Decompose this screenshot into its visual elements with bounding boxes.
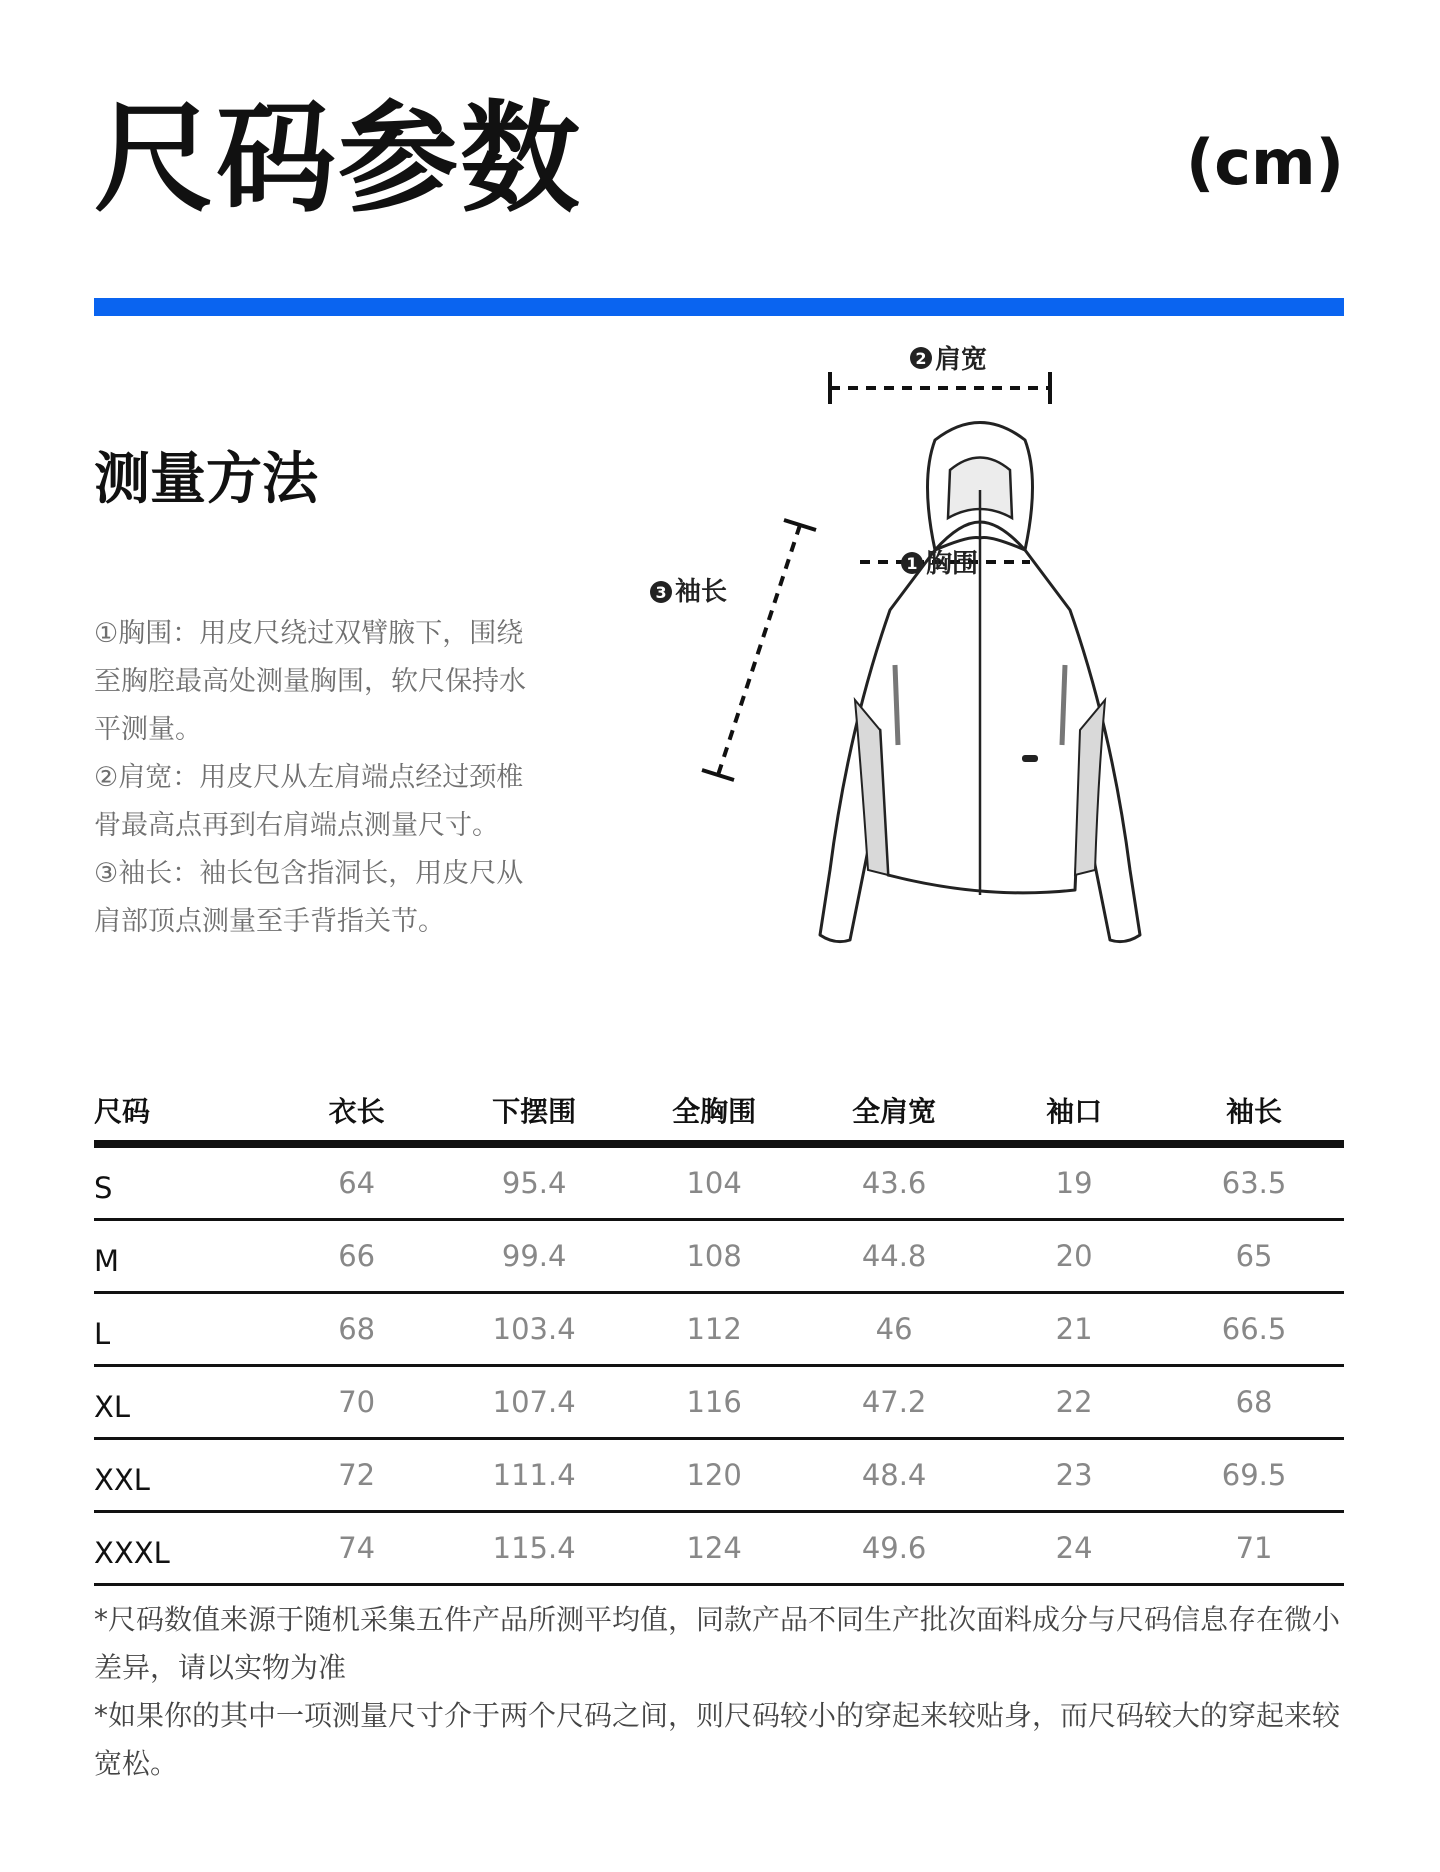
header-divider (94, 1140, 1344, 1148)
chest-num: 1 (906, 554, 918, 573)
table-cell: 66.5 (1221, 1312, 1287, 1346)
table-cell: 69.5 (1221, 1458, 1287, 1492)
method-title: 测量方法 (94, 447, 318, 512)
table-cell: S (94, 1171, 113, 1205)
table-cell: 112 (686, 1312, 742, 1346)
shoulder-num: 2 (915, 349, 927, 368)
table-cell: 71 (1235, 1531, 1273, 1565)
table-cell: 104 (686, 1166, 742, 1200)
table-cell: 48.4 (861, 1458, 927, 1492)
page-title: 尺码参数 (94, 90, 582, 229)
jacket-logo (1022, 755, 1038, 762)
table-cell: 108 (686, 1239, 742, 1273)
table-cell: 21 (1055, 1312, 1093, 1346)
table-cell: 63.5 (1221, 1166, 1287, 1200)
table-cell: M (94, 1244, 120, 1278)
table-cell: 46 (875, 1312, 913, 1346)
table-cell: 74 (338, 1531, 376, 1565)
method-list (94, 610, 544, 946)
table-cell: 64 (338, 1166, 376, 1200)
table-cell: XXL (94, 1463, 150, 1497)
shoulder-label: 肩宽 (935, 345, 988, 375)
table-cell: 111.4 (492, 1458, 576, 1492)
header-chest: 全胸围 (672, 1095, 757, 1128)
table-row (94, 1221, 1344, 1294)
table-cell: 20 (1055, 1239, 1093, 1273)
method-item-sleeve: ③袖长：袖长包含指洞长，用皮尺从肩部顶点测量至手背指关节。 (94, 858, 524, 937)
header-size: 尺码 (94, 1095, 151, 1128)
jacket-right-pocket (1062, 665, 1065, 745)
table-cell: 95.4 (501, 1166, 567, 1200)
table-cell: 72 (338, 1458, 376, 1492)
table-cell: 43.6 (861, 1166, 927, 1200)
table-cell: 19 (1055, 1166, 1093, 1200)
header-shoulder: 全肩宽 (852, 1095, 937, 1128)
table-cell: 115.4 (492, 1531, 576, 1565)
title-divider (94, 298, 1344, 316)
table-cell: 99.4 (501, 1239, 567, 1273)
table-cell: 22 (1055, 1385, 1093, 1419)
table-header (94, 1080, 1344, 1140)
table-cell: 103.4 (492, 1312, 576, 1346)
table-cell: 70 (338, 1385, 376, 1419)
table-cell: 107.4 (492, 1385, 576, 1419)
method-item-chest: ①胸围：用皮尺绕过双臂腋下，围绕至胸腔最高处测量胸围，软尺保持水平测量。 (94, 618, 526, 745)
table-cell: 65 (1235, 1239, 1273, 1273)
jacket-diagram (655, 345, 1360, 960)
unit-label: (cm) (1185, 126, 1344, 199)
header-length: 衣长 (328, 1095, 385, 1128)
method-item-shoulder: ②肩宽：用皮尺从左肩端点经过颈椎骨最高点再到右肩端点测量尺寸。 (94, 762, 524, 841)
table-row (94, 1294, 1344, 1367)
table-cell: 24 (1055, 1531, 1093, 1565)
table-row (94, 1148, 1344, 1221)
note-between-sizes: *如果你的其中一项测量尺寸介于两个尺码之间，则尺码较小的穿起来较贴身，而尺码较大的穿起来较宽松。 (94, 1699, 1341, 1780)
sleeve-measure-line (718, 525, 800, 775)
table-row (94, 1440, 1344, 1513)
size-notes (94, 1596, 1354, 1788)
chest-label: 胸围 (926, 549, 979, 579)
table-cell: 23 (1055, 1458, 1093, 1492)
table-cell: 47.2 (861, 1385, 927, 1419)
header-hem: 下摆围 (492, 1095, 577, 1128)
table-row (94, 1367, 1344, 1440)
header-cuff: 袖口 (1046, 1095, 1103, 1128)
size-table (94, 1080, 1344, 1586)
table-row (94, 1513, 1344, 1586)
table-cell: 68 (338, 1312, 376, 1346)
table-cell: 116 (686, 1385, 742, 1419)
header-sleeve: 袖长 (1226, 1095, 1283, 1128)
table-cell: 44.8 (861, 1239, 927, 1273)
table-cell: L (94, 1317, 111, 1351)
sleeve-label: 袖长 (675, 577, 728, 607)
table-cell: XXXL (94, 1536, 170, 1570)
table-cell: 124 (686, 1531, 742, 1565)
table-cell: 49.6 (861, 1531, 927, 1565)
sleeve-num: 3 (655, 583, 667, 602)
jacket-left-pocket (895, 665, 898, 745)
table-cell: 120 (686, 1458, 742, 1492)
table-cell: XL (94, 1390, 131, 1424)
table-cell: 66 (338, 1239, 376, 1273)
note-average: *尺码数值来源于随机采集五件产品所测平均值，同款产品不同生产批次面料成分与尺码信息存在微小差异，请以实物为准 (94, 1603, 1341, 1684)
table-cell: 68 (1235, 1385, 1273, 1419)
